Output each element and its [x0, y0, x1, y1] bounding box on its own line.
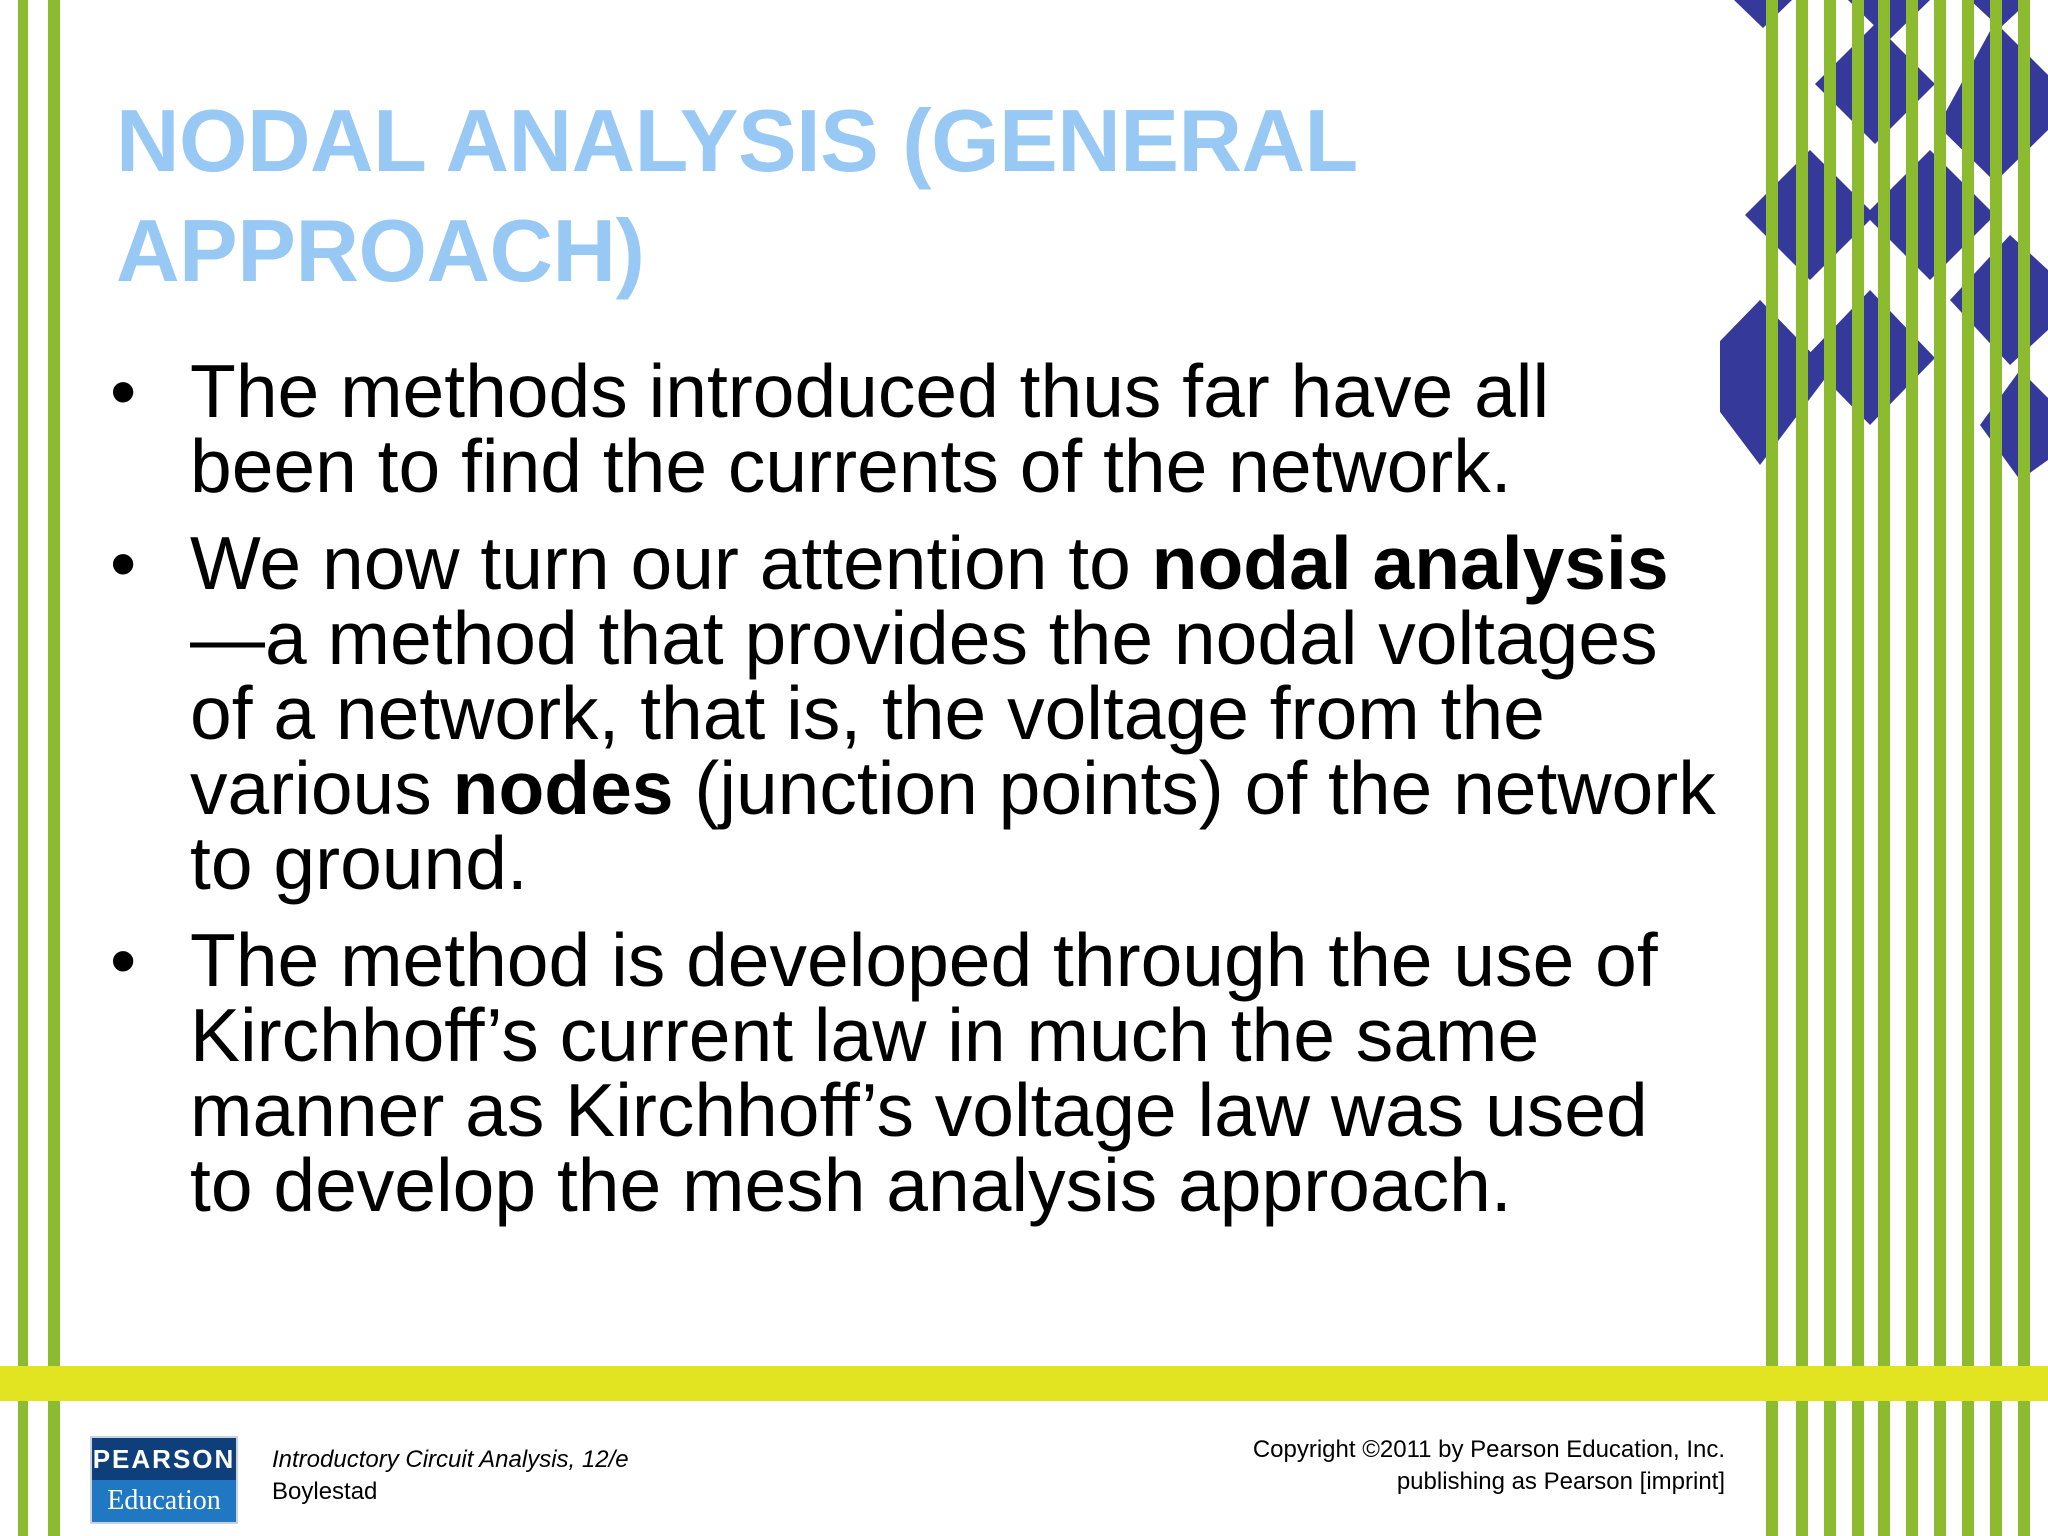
- logo-bottom-text: Education: [92, 1480, 236, 1522]
- bullet-marker: •: [110, 918, 137, 1002]
- book-author: Boylestad: [272, 1478, 378, 1505]
- right-stripe: [1852, 0, 1864, 1536]
- left-stripe-1: [18, 0, 28, 1536]
- footer-band: [0, 1366, 2048, 1401]
- right-stripe: [1962, 0, 1974, 1536]
- left-stripe-2: [48, 0, 60, 1536]
- right-stripe: [1796, 0, 1808, 1536]
- book-info: [272, 1444, 629, 1508]
- right-stripe: [1906, 0, 1918, 1536]
- right-stripe: [1824, 0, 1836, 1536]
- bullet-text-part: —a method that provides the nodal voltages of a network, that is, the voltage from the various: [190, 596, 1658, 830]
- bullet-text: The methods introduced thus far have all been to find the currents of the network.: [190, 349, 1550, 508]
- right-stripe: [1766, 0, 1778, 1536]
- pearson-logo: [90, 1436, 238, 1524]
- copyright-notice: [1100, 1434, 1725, 1498]
- bullet-text: The method is developed through the use of Kirchhoff’s current law in much the same manner as Kirchhoff’s voltage law was used to develop the mesh analysis approach.: [190, 918, 1658, 1227]
- bullet-text-part: (junction points) of the network to ground.: [190, 746, 1716, 905]
- bullet-item: [110, 918, 1730, 1227]
- bullet-list: [110, 349, 1730, 1245]
- right-stripe: [1934, 0, 1946, 1536]
- copyright-line-1: Copyright ©2011 by Pearson Education, Inc.: [1252, 1436, 1725, 1463]
- copyright-line-2: publishing as Pearson [imprint]: [1396, 1468, 1725, 1495]
- bullet-marker: •: [110, 349, 137, 433]
- right-stripe: [2018, 0, 2030, 1536]
- term-nodal-analysis: nodal analysis: [1151, 521, 1669, 605]
- term-nodes: nodes: [452, 746, 674, 830]
- bullet-text-part: We now turn our attention to: [190, 521, 1152, 605]
- logo-top-text: PEARSON: [92, 1438, 236, 1480]
- title-line-2: APPROACH): [116, 201, 645, 300]
- bullet-item: [110, 349, 1730, 508]
- diamond-shape: [1734, 0, 1792, 28]
- book-title: Introductory Circuit Analysis, 12/e: [272, 1446, 629, 1473]
- bullet-marker: •: [110, 521, 137, 605]
- slide-title: [116, 86, 1596, 306]
- right-stripe: [1878, 0, 1890, 1536]
- title-line-1: NODAL ANALYSIS (GENERAL: [116, 91, 1358, 190]
- right-stripe: [1990, 0, 2002, 1536]
- bullet-item: [110, 521, 1730, 905]
